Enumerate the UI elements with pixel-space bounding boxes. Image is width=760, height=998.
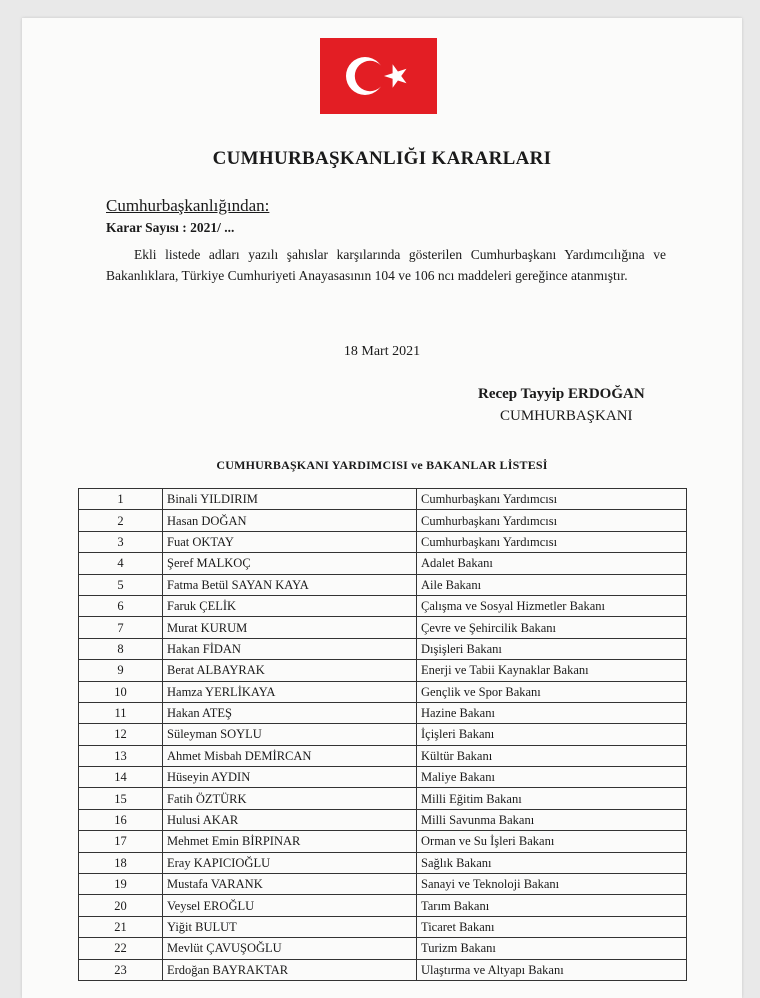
minister-office: Sanayi ve Teknoloji Bakanı [417,874,687,895]
minister-office: Tarım Bakanı [417,895,687,916]
table-row [79,553,687,574]
decision-date: 18 Mart 2021 [343,344,421,359]
row-number: 23 [79,959,163,980]
signer-title: CUMHURBAŞKANI [500,408,633,424]
row-number: 20 [79,895,163,916]
minister-office: Turizm Bakanı [417,938,687,959]
row-number: 3 [79,531,163,552]
table-row [79,702,687,723]
row-number: 7 [79,617,163,638]
minister-name: Murat KURUM [163,617,417,638]
row-number: 19 [79,874,163,895]
table-row [79,638,687,659]
row-number: 14 [79,767,163,788]
minister-name: Yiğit BULUT [163,916,417,937]
minister-office: Cumhurbaşkanı Yardımcısı [417,510,687,531]
table-row [79,510,687,531]
minister-office: Hazine Bakanı [417,702,687,723]
minister-office: Aile Bakanı [417,574,687,595]
table-row [79,724,687,745]
issuer-line: Cumhurbaşkanlığından: [106,196,270,215]
minister-name: Mevlüt ÇAVUŞOĞLU [163,938,417,959]
row-number: 12 [79,724,163,745]
table-row [79,531,687,552]
minister-office: Milli Eğitim Bakanı [417,788,687,809]
row-number: 6 [79,595,163,616]
minister-name: Şeref MALKOÇ [163,553,417,574]
decision-body: Ekli listede adları yazılı şahıslar karşılarında gösterilen Cumhurbaşkanı Yardımcılığına ve Bakanlıklara, Türkiye Cumhuriyeti Anayasasının 104 ve 106 ncı maddeleri gereğince atanmıştır. [106,247,666,283]
minister-name: Hakan FİDAN [163,638,417,659]
minister-office: Cumhurbaşkanı Yardımcısı [417,531,687,552]
table-row [79,852,687,873]
signer-name: Recep Tayyip ERDOĞAN [478,386,645,402]
minister-name: Erdoğan BAYRAKTAR [163,959,417,980]
table-row [79,595,687,616]
row-number: 9 [79,660,163,681]
minister-name: Mustafa VARANK [163,874,417,895]
minister-office: Milli Savunma Bakanı [417,809,687,830]
row-number: 18 [79,852,163,873]
table-row [79,745,687,766]
table-row [79,895,687,916]
table-row [79,938,687,959]
minister-office: Cumhurbaşkanı Yardımcısı [417,489,687,510]
ministers-table [78,488,687,981]
minister-office: Dışişleri Bakanı [417,638,687,659]
minister-name: Mehmet Emin BİRPINAR [163,831,417,852]
minister-name: Hakan ATEŞ [163,702,417,723]
row-number: 16 [79,809,163,830]
row-number: 15 [79,788,163,809]
minister-name: Fatma Betül SAYAN KAYA [163,574,417,595]
minister-office: Enerji ve Tabii Kaynaklar Bakanı [417,660,687,681]
minister-name: Fuat OKTAY [163,531,417,552]
row-number: 10 [79,681,163,702]
table-row [79,660,687,681]
row-number: 13 [79,745,163,766]
row-number: 11 [79,702,163,723]
table-row [79,681,687,702]
minister-name: Faruk ÇELİK [163,595,417,616]
table-row [79,574,687,595]
minister-name: Binali YILDIRIM [163,489,417,510]
minister-name: Hüseyin AYDIN [163,767,417,788]
minister-name: Hasan DOĞAN [163,510,417,531]
row-number: 8 [79,638,163,659]
table-row [79,959,687,980]
minister-office: Orman ve Su İşleri Bakanı [417,831,687,852]
table-row [79,916,687,937]
minister-name: Veysel EROĞLU [163,895,417,916]
document-title: CUMHURBAŞKANLIĞI KARARLARI [212,148,552,169]
minister-office: Kültür Bakanı [417,745,687,766]
minister-office: Çevre ve Şehircilik Bakanı [417,617,687,638]
table-row [79,809,687,830]
row-number: 4 [79,553,163,574]
minister-office: Ulaştırma ve Altyapı Bakanı [417,959,687,980]
minister-office: Sağlık Bakanı [417,852,687,873]
table-row [79,617,687,638]
minister-office: Çalışma ve Sosyal Hizmetler Bakanı [417,595,687,616]
row-number: 22 [79,938,163,959]
table-row [79,874,687,895]
row-number: 5 [79,574,163,595]
minister-name: Süleyman SOYLU [163,724,417,745]
minister-name: Ahmet Misbah DEMİRCAN [163,745,417,766]
table-row [79,767,687,788]
minister-name: Eray KAPICIOĞLU [163,852,417,873]
row-number: 21 [79,916,163,937]
row-number: 2 [79,510,163,531]
minister-office: Gençlik ve Spor Bakanı [417,681,687,702]
row-number: 17 [79,831,163,852]
minister-office: İçişleri Bakanı [417,724,687,745]
decision-number: Karar Sayısı : 2021/ ... [106,220,235,235]
list-title: CUMHURBAŞKANI YARDIMCISI ve BAKANLAR LİSTESİ [216,458,548,472]
document-page [22,18,742,998]
minister-name: Fatih ÖZTÜRK [163,788,417,809]
minister-name: Hamza YERLİKAYA [163,681,417,702]
row-number: 1 [79,489,163,510]
table-row [79,489,687,510]
minister-name: Hulusi AKAR [163,809,417,830]
table-row [79,788,687,809]
minister-office: Adalet Bakanı [417,553,687,574]
minister-office: Ticaret Bakanı [417,916,687,937]
table-row [79,831,687,852]
turkish-flag-icon [320,38,437,114]
minister-name: Berat ALBAYRAK [163,660,417,681]
minister-office: Maliye Bakanı [417,767,687,788]
